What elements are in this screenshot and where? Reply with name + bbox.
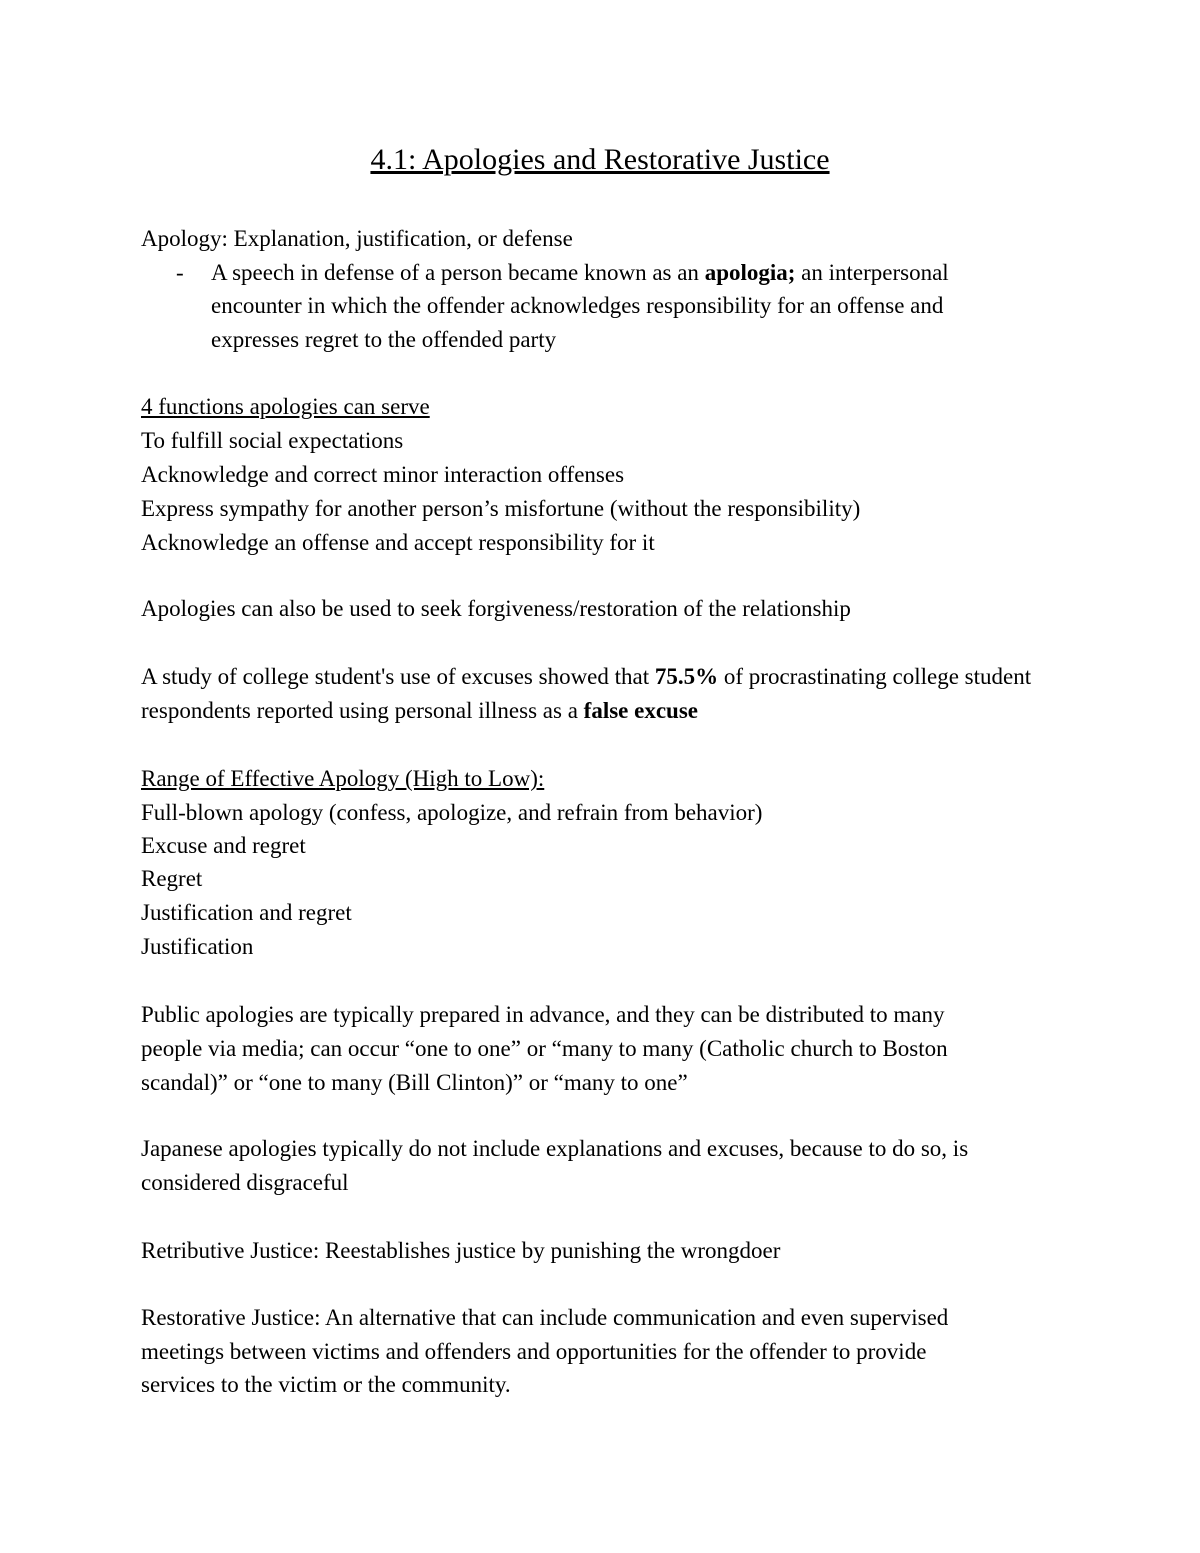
bold-term-apologia: apologia; bbox=[704, 260, 796, 285]
study-text: respondents reported using personal illness as a bbox=[141, 698, 584, 723]
range-item: Justification bbox=[141, 934, 254, 959]
range-item: Full-blown apology (confess, apologize, and refrain from behavior) bbox=[141, 800, 763, 825]
public-apologies-line: Public apologies are typically prepared in advance, and they can be distributed to many bbox=[141, 1002, 945, 1027]
range-heading: Range of Effective Apology (High to Low): bbox=[141, 766, 545, 791]
function-item: To fulfill social expectations bbox=[141, 428, 404, 453]
restorative-justice-line: services to the victim or the community. bbox=[141, 1372, 511, 1397]
study-text: A study of college student's use of excuses showed that bbox=[141, 664, 655, 689]
function-item: Acknowledge and correct minor interaction offenses bbox=[141, 462, 625, 487]
bullet-marker: - bbox=[176, 260, 184, 285]
function-item: Express sympathy for another person’s misfortune (without the responsibility) bbox=[141, 496, 861, 521]
forgiveness-paragraph: Apologies can also be used to seek forgiveness/restoration of the relationship bbox=[141, 596, 851, 621]
range-item: Excuse and regret bbox=[141, 833, 306, 858]
study-line-2 bbox=[141, 696, 698, 726]
bold-term-false-excuse: false excuse bbox=[583, 698, 698, 723]
restorative-justice-line: Restorative Justice: An alternative that can include communication and even supervised bbox=[141, 1305, 949, 1330]
retributive-justice: Retributive Justice: Reestablishes justice by punishing the wrongdoer bbox=[141, 1238, 781, 1263]
range-item: Justification and regret bbox=[141, 900, 352, 925]
bullet-line-1 bbox=[211, 258, 949, 288]
bullet-text: an interpersonal bbox=[795, 260, 949, 285]
japanese-apologies-line: considered disgraceful bbox=[141, 1170, 349, 1195]
public-apologies-line: people via media; can occur “one to one” or “many to many (Catholic church to Boston bbox=[141, 1036, 948, 1061]
study-line-1 bbox=[141, 662, 1031, 692]
functions-heading: 4 functions apologies can serve bbox=[141, 394, 430, 419]
bold-stat: 75.5% bbox=[654, 664, 719, 689]
japanese-apologies-line: Japanese apologies typically do not include explanations and excuses, because to do so, is bbox=[141, 1136, 969, 1161]
function-item: Acknowledge an offense and accept responsibility for it bbox=[141, 530, 655, 555]
bullet-text: A speech in defense of a person became known as an bbox=[211, 260, 705, 285]
study-text: of procrastinating college student bbox=[718, 664, 1032, 689]
bullet-line-3: expresses regret to the offended party bbox=[211, 327, 557, 352]
public-apologies-line: scandal)” or “one to many (Bill Clinton)” or “many to one” bbox=[141, 1070, 688, 1095]
range-item: Regret bbox=[141, 866, 203, 891]
apology-definition: Apology: Explanation, justification, or defense bbox=[141, 226, 573, 251]
restorative-justice-line: meetings between victims and offenders and opportunities for the offender to provide bbox=[141, 1339, 927, 1364]
bullet-line-2: encounter in which the offender acknowledges responsibility for an offense and bbox=[211, 293, 944, 318]
page-title: 4.1: Apologies and Restorative Justice bbox=[370, 143, 830, 176]
